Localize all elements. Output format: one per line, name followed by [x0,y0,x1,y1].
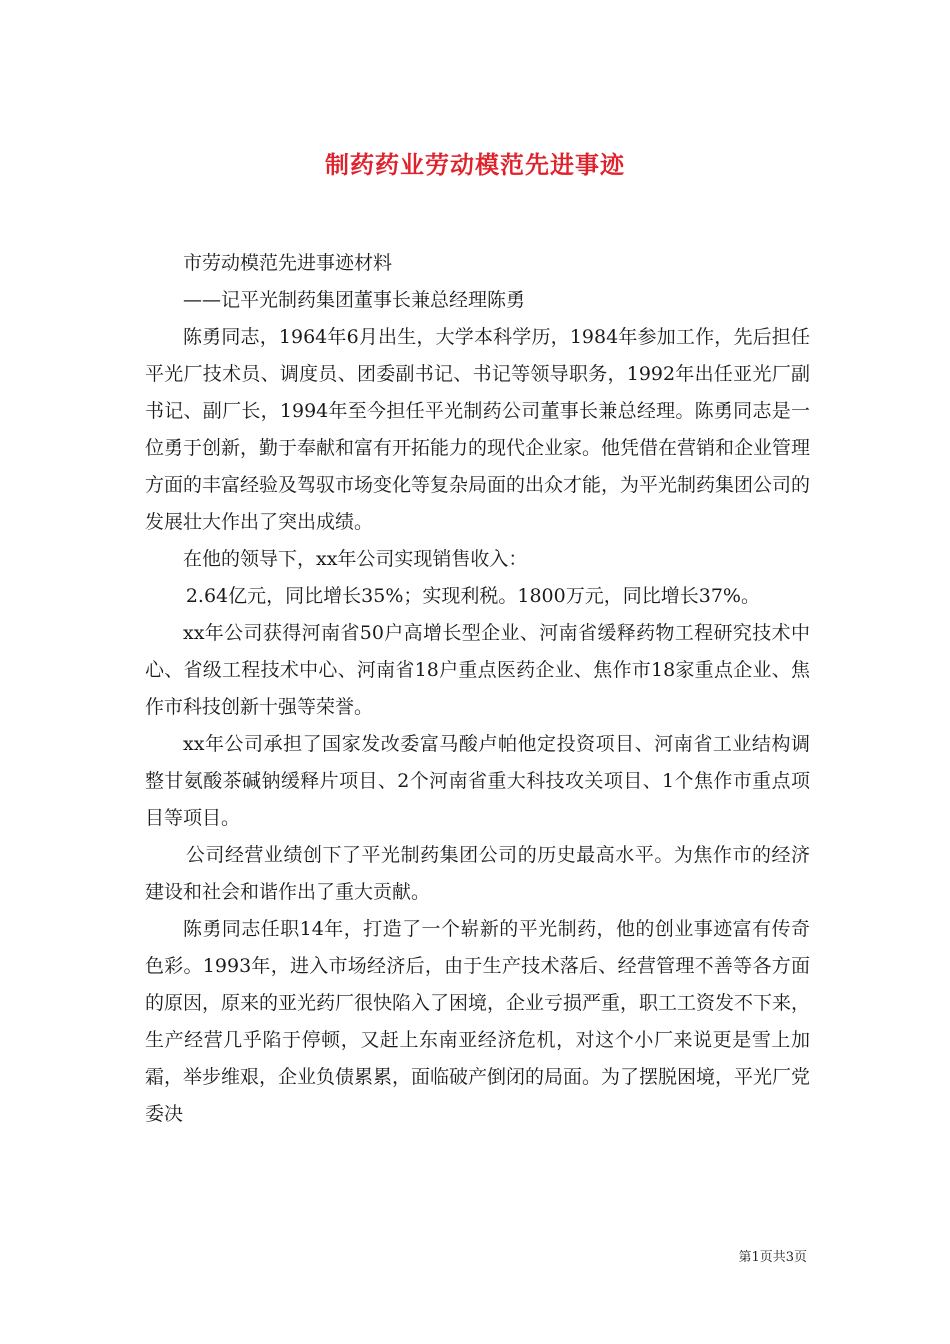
paragraph-sales-figures: 2.64亿元，同比增长35%；实现利税。1800万元，同比增长37%。 [185,585,760,607]
paragraph-projects: xx年公司承担了国家发改委富马酸卢帕他定投资项目、河南省工业结构调整甘氨酸茶碱钠缓释片项目、2个河南省重大科技攻关项目、1个焦作市重点项目等项目。 [145,733,810,829]
paragraph-performance: 公司经营业绩创下了平光制药集团公司的历史最高水平。为焦作市的经济建设和社会和谐作出了重大贡献。 [145,844,810,903]
paragraph-history: 陈勇同志任职14年，打造了一个崭新的平光制药，他的创业事迹富有传奇色彩。1993年，进入市场经济后，由于生产技术落后、经营管理不善等各方面的原因，原来的亚光药厂很快陷入了困境，企业亏损严重，职工工资发不下来，生产经营几乎陷于停顿，又赶上东南亚经济危机，对这个小厂来说更是雪上加霜，举步维艰，企业负债累累，面临破产倒闭的局面。为了摆脱困境，平光厂党委决 [145,918,811,1125]
page-number: 第1页共3页 [738,1250,807,1265]
paragraph-sales-intro: 在他的领导下，xx年公司实现销售收入： [183,548,528,570]
document-title: 制药药业劳动模范先进事迹 [325,150,625,180]
paragraph-subtitle: ——记平光制药集团董事长兼总经理陈勇 [183,289,526,311]
paragraph-biography: 陈勇同志，1964年6月出生，大学本科学历，1984年参加工作，先后担任平光厂技术员、调度员、团委副书记、书记等领导职务，1992年出任亚光厂副书记、副厂长，1994年至今担任平光制药公司董事长兼总经理。陈勇同志是一位勇于创新，勤于奉献和富有开拓能力的现代企业家。他凭借在营销和企业管理方面的丰富经验及驾驭市场变化等复杂局面的出众才能，为平光制药集团公司的发展壮大作出了突出成绩。 [145,326,811,533]
paragraph-honors: xx年公司获得河南省50户高增长型企业、河南省缓释药物工程研究技术中心、省级工程技术中心、河南省18户重点医药企业、焦作市18家重点企业、焦作市科技创新十强等荣誉。 [145,622,810,718]
paragraph-subject: 市劳动模范先进事迹材料 [183,252,393,274]
document-body [145,245,810,1133]
